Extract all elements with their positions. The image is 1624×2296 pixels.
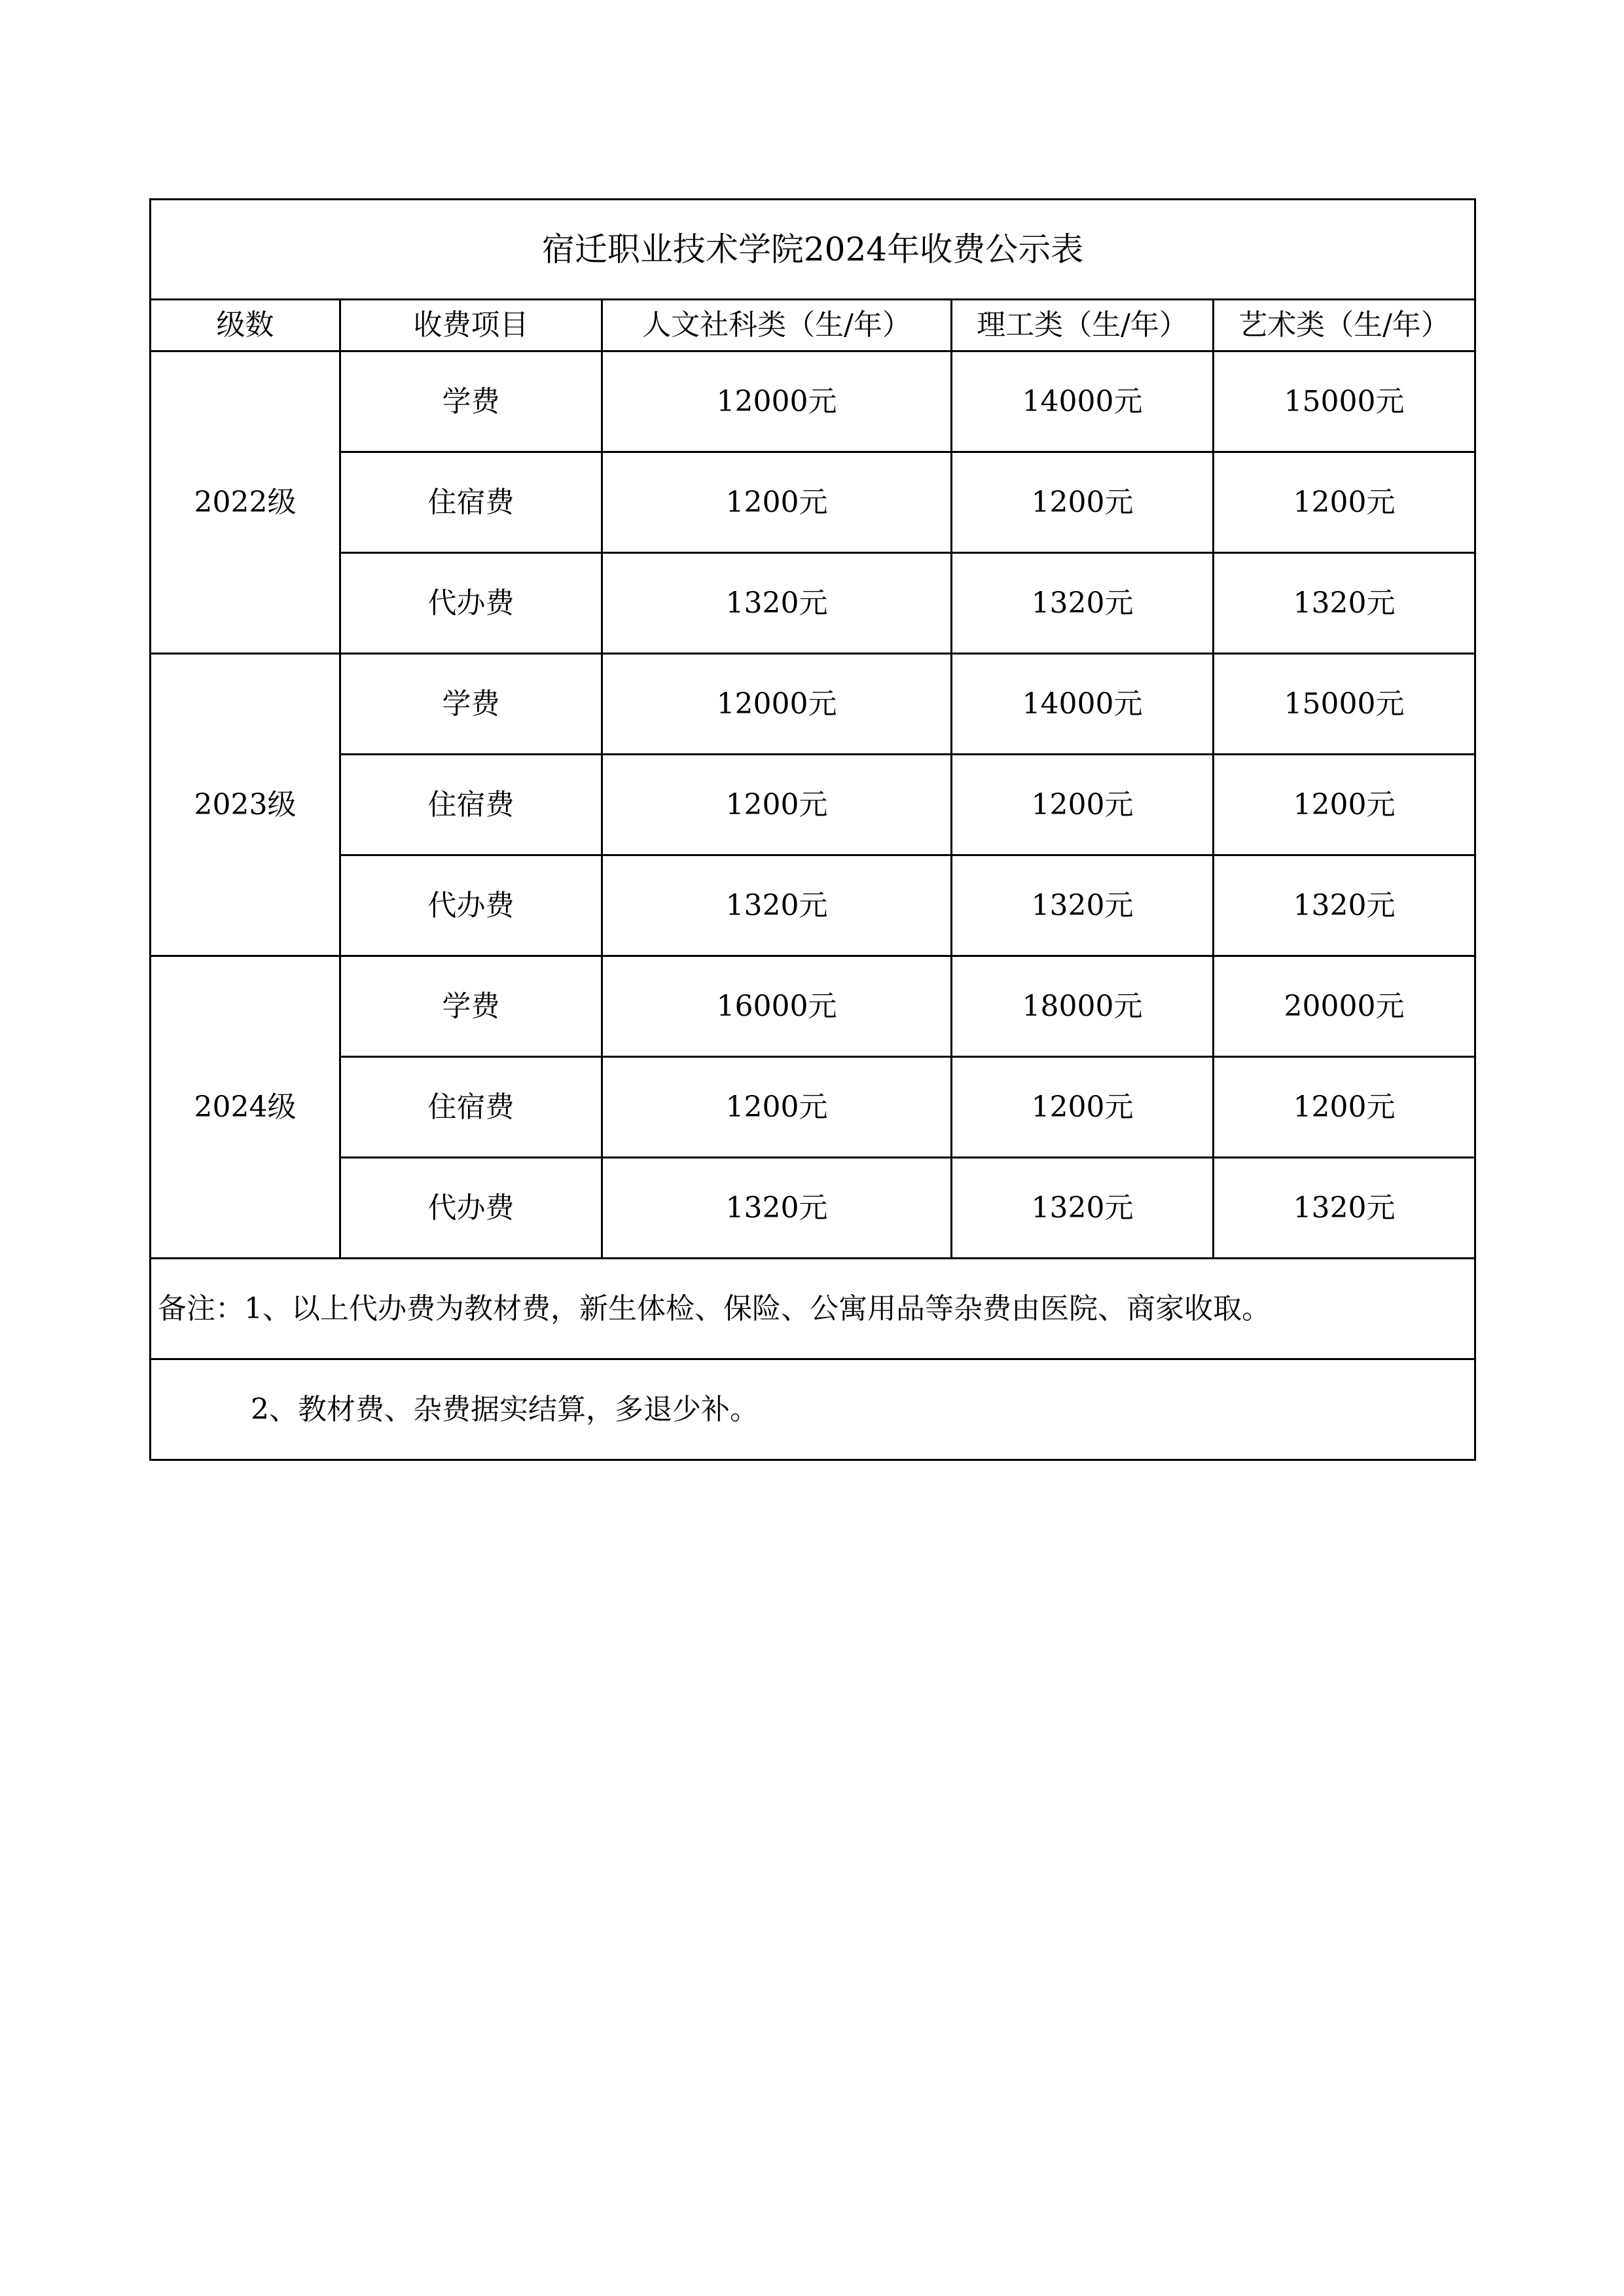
- fee-item-cell: 住宿费: [340, 1057, 602, 1158]
- header-grade: 级数: [151, 300, 340, 351]
- grade-cell: 2023级: [151, 654, 340, 956]
- arts-fee-cell: 1320元: [1214, 855, 1475, 956]
- grade-cell: 2024级: [151, 956, 340, 1259]
- arts-fee-cell: 1320元: [1214, 1158, 1475, 1259]
- fee-item-cell: 学费: [340, 351, 602, 452]
- table-title: 宿迁职业技术学院2024年收费公示表: [151, 200, 1475, 300]
- science-fee-cell: 1320元: [952, 1158, 1214, 1259]
- humanities-fee-cell: 1200元: [602, 755, 952, 855]
- humanities-fee-cell: 16000元: [602, 956, 952, 1057]
- arts-fee-cell: 20000元: [1214, 956, 1475, 1057]
- fee-table: [149, 198, 1476, 1461]
- science-fee-cell: 1200元: [952, 755, 1214, 855]
- science-fee-cell: 14000元: [952, 351, 1214, 452]
- header-fee-item: 收费项目: [340, 300, 602, 351]
- note-text: 备注：1、以上代办费为教材费，新生体检、保险、公寓用品等杂费由医院、商家收取。: [151, 1259, 1475, 1359]
- table-row: [151, 654, 1475, 755]
- humanities-fee-cell: 1320元: [602, 553, 952, 654]
- table-row: [151, 855, 1475, 956]
- science-fee-cell: 14000元: [952, 654, 1214, 755]
- humanities-fee-cell: 1320元: [602, 1158, 952, 1259]
- humanities-fee-cell: 12000元: [602, 654, 952, 755]
- science-fee-cell: 1320元: [952, 553, 1214, 654]
- arts-fee-cell: 1200元: [1214, 1057, 1475, 1158]
- humanities-fee-cell: 1320元: [602, 855, 952, 956]
- science-fee-cell: 18000元: [952, 956, 1214, 1057]
- grade-cell: 2022级: [151, 351, 340, 654]
- science-fee-cell: 1200元: [952, 452, 1214, 553]
- header-humanities: 人文社科类（生/年）: [602, 300, 952, 351]
- table-row: [151, 956, 1475, 1057]
- note-row: [151, 1359, 1475, 1460]
- fee-item-cell: 住宿费: [340, 755, 602, 855]
- header-science: 理工类（生/年）: [952, 300, 1214, 351]
- table-row: [151, 452, 1475, 553]
- arts-fee-cell: 15000元: [1214, 351, 1475, 452]
- humanities-fee-cell: 12000元: [602, 351, 952, 452]
- humanities-fee-cell: 1200元: [602, 452, 952, 553]
- arts-fee-cell: 15000元: [1214, 654, 1475, 755]
- fee-item-cell: 代办费: [340, 1158, 602, 1259]
- title-row: [151, 200, 1475, 300]
- fee-item-cell: 学费: [340, 654, 602, 755]
- table-row: [151, 553, 1475, 654]
- science-fee-cell: 1200元: [952, 1057, 1214, 1158]
- note-row: [151, 1259, 1475, 1359]
- fee-item-cell: 代办费: [340, 855, 602, 956]
- arts-fee-cell: 1200元: [1214, 755, 1475, 855]
- arts-fee-cell: 1200元: [1214, 452, 1475, 553]
- science-fee-cell: 1320元: [952, 855, 1214, 956]
- table-row: [151, 351, 1475, 452]
- fee-item-cell: 学费: [340, 956, 602, 1057]
- fee-item-cell: 住宿费: [340, 452, 602, 553]
- humanities-fee-cell: 1200元: [602, 1057, 952, 1158]
- table-row: [151, 1057, 1475, 1158]
- header-row: [151, 300, 1475, 351]
- fee-item-cell: 代办费: [340, 553, 602, 654]
- note-text: 2、教材费、杂费据实结算，多退少补。: [151, 1359, 1475, 1460]
- table-row: [151, 755, 1475, 855]
- header-arts: 艺术类（生/年）: [1214, 300, 1475, 351]
- table-row: [151, 1158, 1475, 1259]
- arts-fee-cell: 1320元: [1214, 553, 1475, 654]
